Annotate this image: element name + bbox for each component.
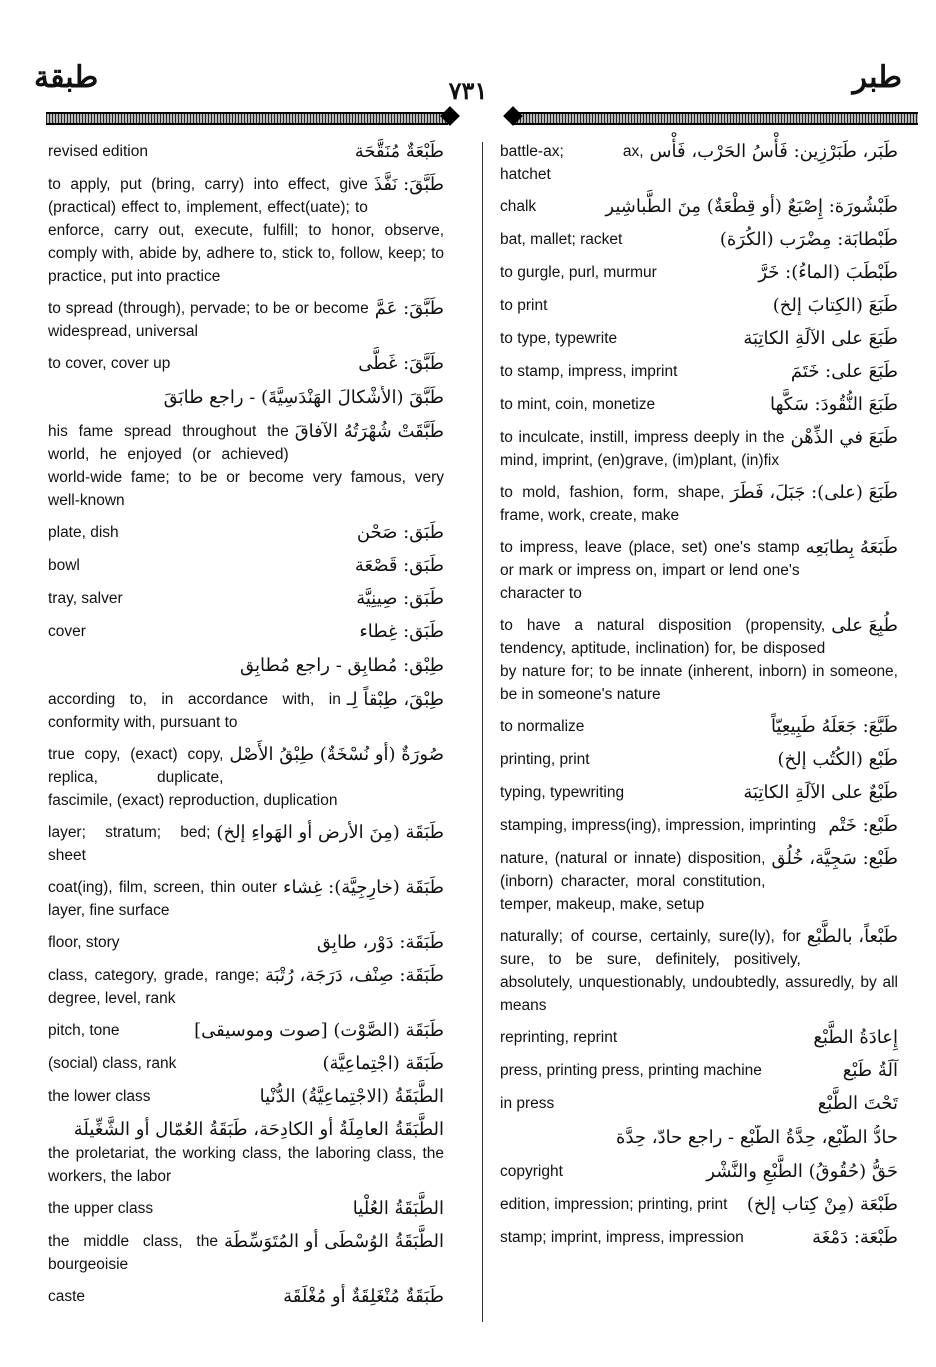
dictionary-entry: [48, 1118, 444, 1188]
arabic-headword: إِعادَةُ الطَّبْع: [813, 1027, 898, 1048]
arabic-headword: طَبَّقَتْ شُهْرَتُهُ الآفاقَ: [294, 421, 444, 442]
arabic-headword: طَبْطابَة: مِضْرَب (الكُرَة): [719, 229, 898, 250]
arabic-headword: طَبْع (الكُتُب إلخ): [777, 749, 898, 770]
english-definition: coat(ing), film, screen, thin outer layer, fine surface: [48, 879, 277, 919]
dictionary-entry: [48, 554, 444, 578]
english-definition: floor, story: [48, 934, 120, 951]
arabic-headword: طَبَقَة (اجْتِماعِيَّة): [322, 1053, 444, 1074]
dictionary-entry: [48, 1230, 444, 1276]
dictionary-entry: [500, 715, 898, 739]
english-definition: to have a natural disposition (propensity, tendency, aptitude, inclination) for, be disposed by nature for; to be innate (inherent, inborn) in someone, be in someone's nature: [500, 617, 898, 703]
arabic-cross-reference: طَبَّقَ (الأَشْكالَ الهَنْدَسِيَّةَ) - راجع طابَقَ: [163, 387, 444, 408]
dictionary-entry: [500, 360, 898, 384]
arabic-headword: طَبْع: خَتْم: [828, 815, 898, 836]
english-definition: to gurgle, purl, murmur: [500, 264, 657, 281]
arabic-headword: طَبْعٌ على الآلَةِ الكاتِبَة: [743, 782, 898, 803]
english-definition: to cover, cover up: [48, 355, 171, 372]
english-definition: to type, typewrite: [500, 330, 618, 347]
arabic-headword: الطَّبَقَةُ العُلْيا: [352, 1198, 444, 1219]
arabic-headword: طَبْع: سَجِيَّة، خُلُق: [771, 848, 898, 869]
arabic-headword: طَبَق: صِينِيَّة: [356, 588, 444, 609]
running-head-left: طبقة: [34, 60, 99, 95]
dictionary-entry: [48, 420, 444, 512]
arabic-headword: الطَّبَقَةُ العامِلَةُ أو الكادِحَة، طَبَقَةُ العُمّال أو الشَّغِّيلَة: [73, 1119, 444, 1140]
arabic-headword: طَبَقَة (الصَّوْت) [صوت وموسيقى]: [194, 1020, 444, 1041]
dictionary-entry: [48, 1285, 444, 1309]
english-definition: class, category, grade, range; degree, level, rank: [48, 967, 260, 1007]
dictionary-entry: [500, 1092, 898, 1116]
dictionary-entry: [500, 536, 898, 605]
english-definition: copyright: [500, 1163, 563, 1180]
dictionary-entry: [48, 587, 444, 611]
english-definition: battle-ax; ax, hatchet: [500, 143, 644, 183]
header-rule-right: [514, 112, 918, 125]
dictionary-entry: [500, 261, 898, 285]
english-definition: the lower class: [48, 1088, 151, 1105]
dictionary-entry: [48, 620, 444, 644]
arabic-cross-reference: طِبْق: مُطابِق - راجع مُطابِق: [239, 655, 444, 676]
english-definition: press, printing press, printing machine: [500, 1062, 762, 1079]
english-definition: to inculcate, instill, impress deeply in the mind, imprint, (en)grave, (im)plant, (in)fix: [500, 429, 785, 469]
arabic-headword: طَبَقَة: دَوْر، طابِق: [316, 932, 444, 953]
dictionary-entry: [48, 964, 444, 1010]
arabic-headword: طَبَق: صَحْن: [356, 522, 444, 543]
arabic-headword: طَبَّقَ: نَفَّذَ: [373, 174, 444, 195]
arabic-headword: الطَّبَقَةُ الوُسْطَى أو المُتَوَسِّطَة: [223, 1231, 444, 1252]
dictionary-entry: [48, 1019, 444, 1043]
english-definition: cover: [48, 623, 86, 640]
english-definition: naturally; of course, certainly, sure(ly), for sure, to be sure, definitely, positively, absolutely, unquestionably, undoubtedly, assuredly, by all means: [500, 928, 898, 1014]
dictionary-entry: [500, 847, 898, 916]
english-definition: plate, dish: [48, 524, 119, 541]
english-definition: in press: [500, 1095, 555, 1112]
column-divider: [482, 142, 483, 1322]
english-definition: to mold, fashion, form, shape, frame, work, create, make: [500, 484, 725, 524]
dictionary-entry: [48, 1197, 444, 1221]
dictionary-entry: [500, 195, 898, 219]
dictionary-entry: [48, 931, 444, 955]
english-definition: tray, salver: [48, 590, 123, 607]
dictionary-entry: [500, 748, 898, 772]
arabic-headword: طَبَعَ على: خَتَمَ: [790, 361, 898, 382]
dictionary-entry: [500, 294, 898, 318]
dictionary-entry: [500, 327, 898, 351]
english-definition: stamp; imprint, impress, impression: [500, 1229, 744, 1246]
dictionary-entry: [48, 1052, 444, 1076]
arabic-headword: طَبْشُورَة: إِصْبَعٌ (أو قِطْعَةٌ) مِنَ الطَّباشِير: [605, 196, 898, 217]
arabic-headword: تَحْتَ الطَّبْع: [817, 1093, 898, 1114]
english-definition: pitch, tone: [48, 1022, 120, 1039]
dictionary-entry: [500, 426, 898, 472]
dictionary-entry: [48, 653, 444, 679]
dictionary-entry: [500, 1193, 898, 1217]
arabic-headword: طَبَّعَ: جَعَلَهُ طَبِيعِيّاً: [770, 716, 898, 737]
dictionary-entry: [500, 228, 898, 252]
dictionary-entry: [48, 821, 444, 867]
arabic-headword: صُورَةٌ (أو نُسْخَةٌ) طِبْقُ الأَصْل: [229, 744, 444, 765]
english-definition: printing, print: [500, 751, 590, 768]
dictionary-entry: [500, 781, 898, 805]
english-definition: to print: [500, 297, 548, 314]
dictionary-entry: [500, 140, 898, 186]
arabic-headword: طَبَق: غِطاء: [359, 621, 444, 642]
header-rule-left: [46, 112, 448, 125]
dictionary-entry: [48, 521, 444, 545]
english-definition: stamping, impress(ing), impression, imprinting: [500, 817, 817, 834]
arabic-headword: طَبْطَبَ (الماءُ): خَرَّ: [758, 262, 898, 283]
english-definition: according to, in accordance with, in conformity with, pursuant to: [48, 691, 341, 731]
dictionary-entry: [48, 1085, 444, 1109]
arabic-headword: آلَةُ طَبْع: [842, 1060, 898, 1081]
english-definition: revised edition: [48, 143, 148, 160]
arabic-headword: طَبَقَة (مِنَ الأرض أو الهَواءِ إلخ): [216, 822, 444, 843]
english-definition: (social) class, rank: [48, 1055, 177, 1072]
arabic-headword: طَبْعَة: دَمْغَة: [812, 1227, 898, 1248]
english-definition: bowl: [48, 557, 80, 574]
dictionary-entry: [500, 481, 898, 527]
dictionary-entry: [500, 1125, 898, 1151]
dictionary-entry: [500, 1026, 898, 1050]
english-definition: to apply, put (bring, carry) into effect, give (practical) effect to, implement, effect(uate); to enforce, carry out, execute, fulfill; to honor, observe, comply with, abide by, adhere to, stick to, follow, keep; to practice, put into practice: [48, 176, 444, 285]
english-definition: to normalize: [500, 718, 585, 735]
arabic-headword: طَبَعَهُ بِطابَعِه: [805, 537, 898, 558]
arabic-headword: طَبَعَ النُّقُودَ: سَكَّها: [770, 394, 898, 415]
english-definition: reprinting, reprint: [500, 1029, 618, 1046]
arabic-headword: طَبَّقَ: عَمَّ: [374, 298, 444, 319]
english-definition: to spread (through), pervade; to be or become widespread, universal: [48, 300, 369, 340]
english-definition: the upper class: [48, 1200, 154, 1217]
english-definition: edition, impression; printing, print: [500, 1196, 728, 1213]
dictionary-entry: [48, 688, 444, 734]
english-definition: to impress, leave (place, set) one's stamp or mark or impress on, impart or lend one's character to: [500, 539, 800, 602]
dictionary-entry: [500, 1059, 898, 1083]
arabic-headword: طَبَعَ على الآلَةِ الكاتِبَة: [743, 328, 898, 349]
left-column: [48, 140, 444, 1318]
english-definition: layer; stratum; bed; sheet: [48, 824, 211, 864]
dictionary-entry: [48, 352, 444, 376]
dictionary-entry: [500, 614, 898, 706]
arabic-headword: طَبَق: قَصْعَة: [354, 555, 444, 576]
dictionary-entry: [48, 876, 444, 922]
dictionary-entry: [48, 385, 444, 411]
dictionary-entry: [48, 140, 444, 164]
arabic-headword: طَبْعاً، بالطَّبْع: [806, 926, 898, 947]
english-definition: to mint, coin, monetize: [500, 396, 656, 413]
dictionary-entry: [500, 393, 898, 417]
page-number: ٧٣١: [448, 76, 488, 105]
arabic-headword: طَبْعَة (مِنْ كِتاب إلخ): [746, 1194, 898, 1215]
english-definition: bat, mallet; racket: [500, 231, 623, 248]
english-definition: typing, typewriting: [500, 784, 625, 801]
dictionary-entry: [48, 297, 444, 343]
arabic-headword: طَبَقَة (خارِجِيَّة): غِشاء: [283, 877, 444, 898]
arabic-headword: طَبَعَ (الكِتابَ إلخ): [772, 295, 898, 316]
dictionary-entry: [500, 925, 898, 1017]
arabic-headword: طُبِعَ على: [831, 615, 898, 636]
arabic-headword: حَقُّ (حُقُوقُ) الطَّبْعِ والنَّشْر: [706, 1161, 898, 1182]
arabic-headword: طَبَقَة: صِنْف، دَرَجَة، رُتْبَة: [265, 965, 444, 986]
dictionary-entry: [500, 1160, 898, 1184]
english-definition: nature, (natural or innate) disposition, (inborn) character, moral constitution, temper, makeup, make, setup: [500, 850, 766, 913]
english-definition: the proletariat, the working class, the laboring class, the workers, the labor: [48, 1145, 444, 1185]
arabic-headword: طَبَعَ في الذِّهْن: [790, 427, 898, 448]
english-definition: caste: [48, 1288, 86, 1305]
english-definition: his fame spread throughout the world, he enjoyed (or achieved) world-wide fame; to be or become very famous, very well-known: [48, 423, 444, 509]
arabic-headword: الطَّبَقَةُ (الاجْتِماعِيَّةُ) الدُّنْيا: [259, 1086, 444, 1107]
arabic-headword: طَبَقَةٌ مُنْغَلِقَةٌ أو مُغْلَقَة: [283, 1286, 444, 1307]
right-column: [500, 140, 898, 1259]
dictionary-entry: [500, 1226, 898, 1250]
dictionary-entry: [48, 173, 444, 288]
dictionary-entry: [500, 814, 898, 838]
running-head-right: طبر: [852, 60, 902, 95]
english-definition: to stamp, impress, imprint: [500, 363, 678, 380]
arabic-headword: طَبَعَ (على): جَبَلَ، فَطَرَ: [730, 482, 898, 503]
dictionary-entry: [48, 743, 444, 812]
english-definition: the middle class, the bourgeoisie: [48, 1233, 218, 1273]
arabic-headword: طِبْقَ، طِبْقاً لِـ: [346, 689, 444, 710]
arabic-headword: طَبَّقَ: غَطَّى: [358, 353, 444, 374]
english-definition: chalk: [500, 198, 537, 215]
arabic-headword: طَبْعَةٌ مُنَقَّحَة: [354, 141, 444, 162]
arabic-headword: طَبَر، طَبَرْزِين: فَأْسُ الحَرْب، فَأْس: [649, 141, 898, 162]
english-definition: true copy, (exact) copy, replica, duplicate, fascimile, (exact) reproduction, duplication: [48, 746, 338, 809]
arabic-cross-reference: حادُّ الطَّبْع، حِدَّةُ الطَّبْع - راجع حادّ، حِدَّة: [616, 1127, 898, 1148]
